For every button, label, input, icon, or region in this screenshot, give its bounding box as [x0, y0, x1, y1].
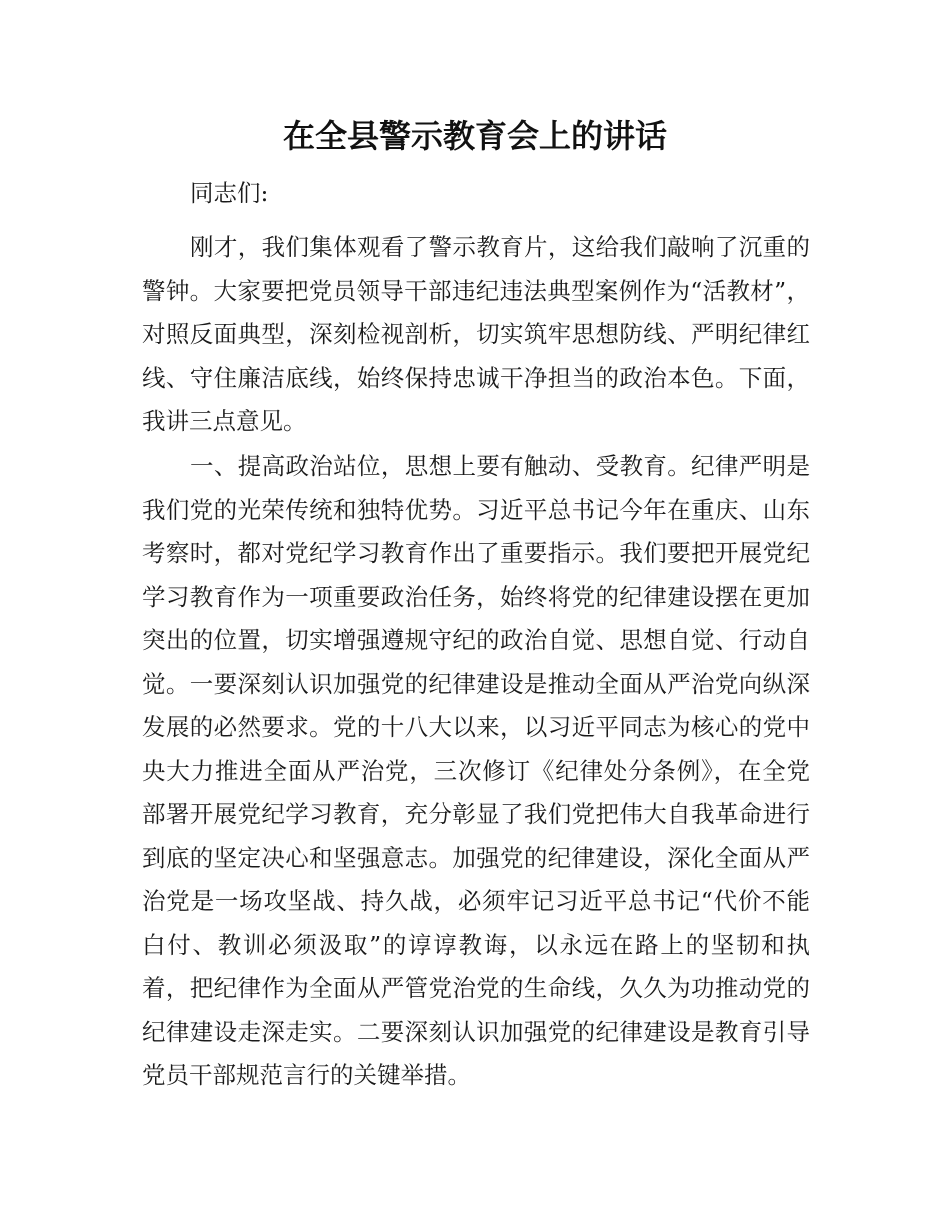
paragraph-section-one: 一、提高政治站位，思想上要有触动、受教育。纪律严明是我们党的光荣传统和独特优势。习近平总书记今年在重庆、山东考察时，都对党纪学习教育作出了重要指示。我们要把开展党纪学习教育作为一项重要政治任务，始终将党的纪律建设摆在更加突出的位置，切实增强遵规守纪的政治自觉、思想自觉、行动自觉。一要深刻认识加强党的纪律建设是推动全面从严治党向纵深发展的必然要求。党的十八大以来，以习近平同志为核心的党中央大力推进全面从严治党，三次修订《纪律处分条例》，在全党部署开展党纪学习教育，充分彰显了我们党把伟大自我革命进行到底的坚定决心和坚强意志。加强党的纪律建设，深化全面从严治党是一场攻坚战、持久战，必须牢记习近平总书记“代价不能白付、教训必须汲取”的谆谆教诲，以永远在路上的坚韧和执着，把纪律作为全面从严管党治党的生命线，久久为功推动党的纪律建设走深走实。二要深刻认识加强党的纪律建设是教育引导党员干部规范言行的关键举措。 — [142, 452, 810, 1089]
document-title: 在全县警示教育会上的讲话 — [282, 117, 667, 155]
paragraph-opening: 刚才，我们集体观看了警示教育片，这给我们敲响了沉重的警钟。大家要把党员领导干部违纪违法典型案例作为“活教材”，对照反面典型，深刻检视剖析，切实筑牢思想防线、严明纪律红线、守住廉洁底线，始终保持忠诚干净担当的政治本色。下面，我讲三点意见。 — [142, 233, 810, 435]
salutation: 同志们: — [190, 179, 269, 207]
